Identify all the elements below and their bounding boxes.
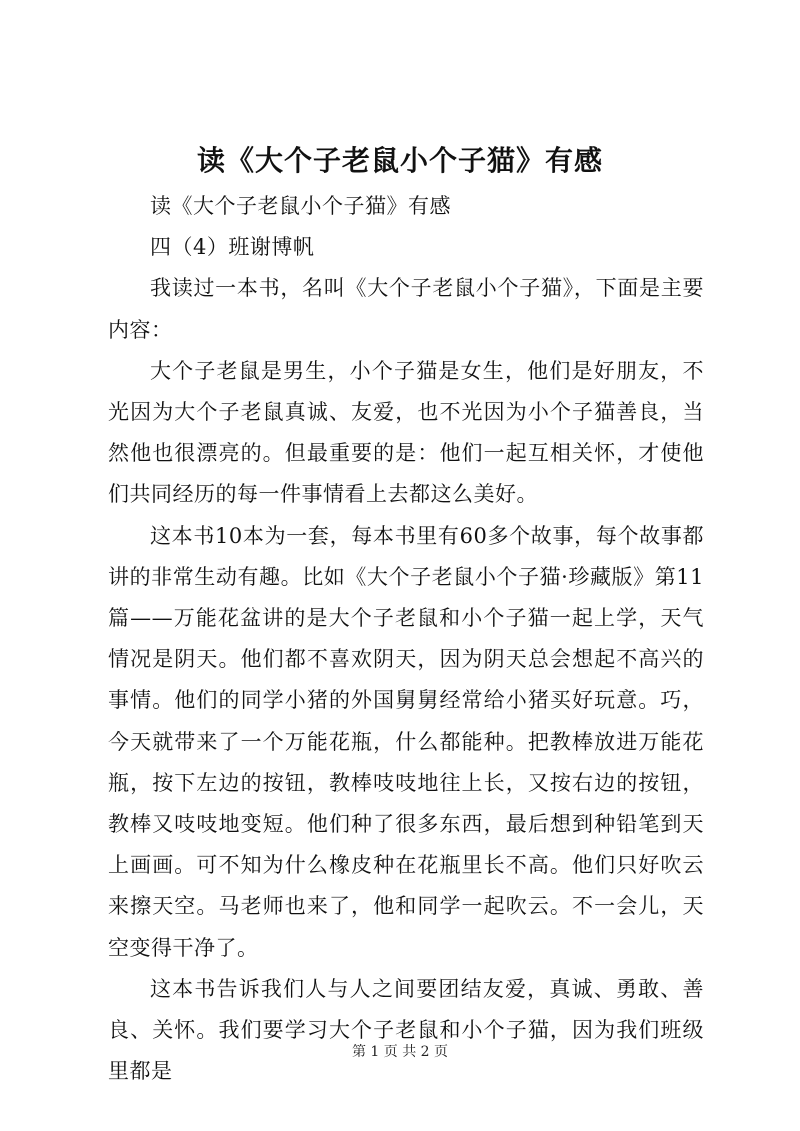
- paragraph: 大个子老鼠是男生，小个子猫是女生，他们是好朋友，不光因为大个子老鼠真诚、友爱，也不光因为小个子猫善良，当然他也很漂亮的。但最重要的是：他们一起互相关怀，才使他们共同经历的每一件事情看上去都这么美好。: [108, 358, 704, 507]
- document-title: 读《大个子老鼠小个子猫》有感: [196, 144, 603, 177]
- paragraph: 我读过一本书，名叫《大个子老鼠小个子猫》，下面是主要内容：: [108, 276, 704, 342]
- document-body: [108, 186, 704, 1092]
- subtitle-line: 读《大个子老鼠小个子猫》有感: [150, 194, 451, 218]
- author-line: 四（4）班谢博帆: [150, 235, 315, 260]
- page-number-footer: 第 1 页 共 2 页: [351, 1044, 449, 1060]
- paragraph: 这本书告诉我们人与人之间要团结友爱，真诚、勇敢、善良、关怀。我们要学习大个子老鼠和小个子猫，因为我们班级里都是: [108, 976, 704, 1084]
- paragraph: 这本书10本为一套，每本书里有60多个故事，每个故事都讲的非常生动有趣。比如《大个子老鼠小个子猫·珍藏版》第11篇——万能花盆讲的是大个子老鼠和小个子猫一起上学，天气情况是阴天。他们都不喜欢阴天，因为阴天总会想起不高兴的事情。他们的同学小猪的外国舅舅经常给小猪买好玩意。巧，今天就带来了一个万能花瓶，什么都能种。把教棒放进万能花瓶，按下左边的按钮，教棒吱吱地往上长，又按右边的按钮，教棒又吱吱地变短。他们种了很多东西，最后想到种铅笔到天上画画。可不知为什么橡皮种在花瓶里长不高。他们只好吹云来擦天空。马老师也来了，他和同学一起吹云。不一会儿，天空变得干净了。: [108, 523, 704, 960]
